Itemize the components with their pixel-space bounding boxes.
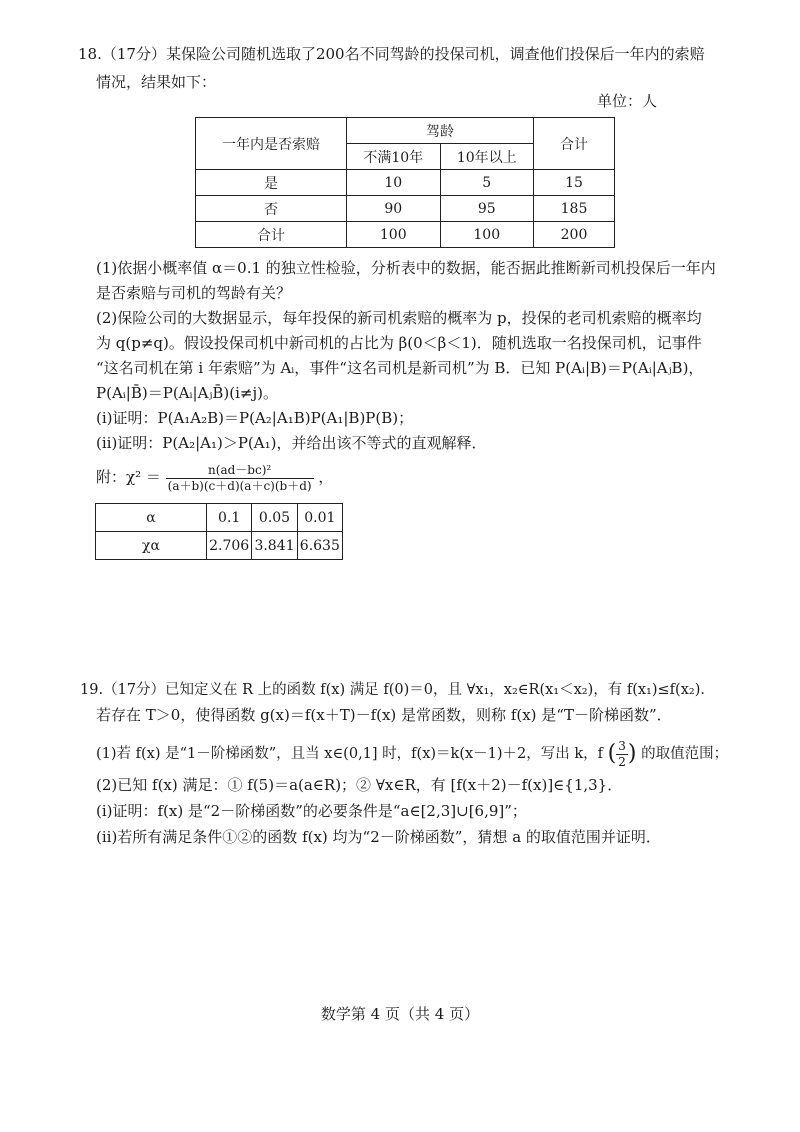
formula-suffix: ， (318, 468, 334, 486)
formula-prefix: 附：χ² ＝ (96, 468, 161, 486)
table-cell: 合计 (196, 222, 347, 248)
header-claim: 一年内是否索赔 (196, 118, 347, 170)
left-paren: ( (607, 741, 617, 766)
q19-part1-suffix: 的取值范围； (641, 746, 729, 762)
header-over-10: 10年以上 (440, 144, 534, 170)
q18-part2-line3: “这名司机在第 i 年索赔”为 Aᵢ，事件“这名司机是新司机”为 B．已知 P(Aᵢ|B)＝P(Aᵢ|AⱼB)， (96, 359, 704, 377)
q19-part1-text: (1)若 f(x) 是“1－阶梯函数”，且当 x∈(0,1] 时，f(x)＝k(x－1)＋2，写出 k，f (96, 746, 604, 762)
table-cell: 3.841 (252, 532, 297, 560)
q19-part2-i: (ⅰ)证明：f(x) 是“2－阶梯函数”的必要条件是“a∈[2,3]∪[6,9]”； (96, 802, 527, 820)
formula-numerator: n(ad－bc)² (166, 463, 314, 479)
table-cell: 100 (440, 222, 534, 248)
q18-part2-line4: P(Aᵢ|B̄)＝P(Aᵢ|AⱼB̄)(i≠j)。 (96, 384, 278, 402)
q19-part2: (2)已知 f(x) 满足：① f(5)＝a(a∈R)；② ∀x∈R，有 [f(x＋2)－f(x)]∈{1,3}． (96, 776, 623, 794)
q19-line2: 若存在 T＞0，使得函数 g(x)＝f(x＋T)－f(x) 是常函数，则称 f(x) 是“T－阶梯函数”． (96, 706, 672, 724)
q18-part2-ii: (ⅱ)证明：P(A₂|A₁)＞P(A₁)，并给出该不等式的直观解释． (96, 434, 487, 452)
q18-line1: 18.（17分）某保险公司随机选取了200名不同驾龄的投保司机，调查他们投保后一年内的索赔 (78, 45, 705, 63)
table-cell: 185 (534, 196, 615, 222)
table-row (96, 504, 343, 532)
table-cell: 0.05 (252, 504, 297, 532)
table-row (96, 532, 343, 560)
critical-value-table (95, 503, 343, 560)
table-cell: 是 (196, 170, 347, 196)
table-row (196, 196, 615, 222)
q18-line2: 情况，结果如下： (96, 73, 217, 91)
q18-part1-line1: (1)依据小概率值 α＝0.1 的独立性检验，分析表中的数据，能否据此推断新司机投保后一年内 (96, 259, 716, 277)
table-cell: 10 (347, 170, 441, 196)
table-cell: 100 (347, 222, 441, 248)
chi-square-formula (96, 460, 333, 494)
survey-table (195, 117, 615, 248)
alpha-label: α (96, 504, 207, 532)
header-under-10: 不满10年 (347, 144, 441, 170)
formula-denominator: (a＋b)(c＋d)(a＋c)(b＋d) (167, 478, 312, 493)
table-cell: 90 (347, 196, 441, 222)
right-paren: ) (627, 741, 637, 766)
q19-part2-ii: (ⅱ)若所有满足条件①②的函数 f(x) 均为“2－阶梯函数”，猜想 a 的取值范围并证明． (96, 828, 661, 846)
q18-part2-line1: (2)保险公司的大数据显示，每年投保的新司机索赔的概率为 p，投保的老司机索赔的概率均 (96, 309, 702, 327)
table-cell: 200 (534, 222, 615, 248)
q18-part2-line2: 为 q(p≠q)。假设投保司机中新司机的占比为 β(0＜β＜1)．随机选取一名投保司机，记事件 (96, 334, 702, 352)
table-cell: 6.635 (297, 532, 342, 560)
q18-part2-i: (ⅰ)证明：P(A₁A₂B)＝P(A₂|A₁B)P(A₁|B)P(B)； (96, 409, 414, 427)
q18-part1-line2: 是否索赔与司机的驾龄有关？ (96, 284, 292, 302)
table-cell: 否 (196, 196, 347, 222)
table-cell: 15 (534, 170, 615, 196)
table-cell: 5 (440, 170, 534, 196)
table-cell: 0.01 (297, 504, 342, 532)
q19-line1: 19.（17分）已知定义在 R 上的函数 f(x) 满足 f(0)＝0，且 ∀x₁，x₂∈R(x₁＜x₂)，有 f(x₁)≤f(x₂)． (80, 682, 715, 698)
q19-part1 (96, 738, 728, 770)
table-row (196, 170, 615, 196)
header-driving-age: 驾龄 (347, 118, 534, 144)
table-row (196, 222, 615, 248)
fraction-denominator: 2 (618, 754, 626, 769)
table-cell: 0.1 (207, 504, 252, 532)
table-unit: 单位：人 (597, 92, 658, 110)
table-cell: 95 (440, 196, 534, 222)
header-total: 合计 (534, 118, 615, 170)
chi-alpha-label: χα (96, 532, 207, 560)
fraction-numerator: 3 (618, 738, 626, 753)
three-halves-fraction (616, 739, 628, 770)
table-cell: 2.706 (207, 532, 252, 560)
page-footer: 数学第 4 页（共 4 页） (320, 1005, 480, 1023)
formula-fraction (166, 463, 314, 494)
